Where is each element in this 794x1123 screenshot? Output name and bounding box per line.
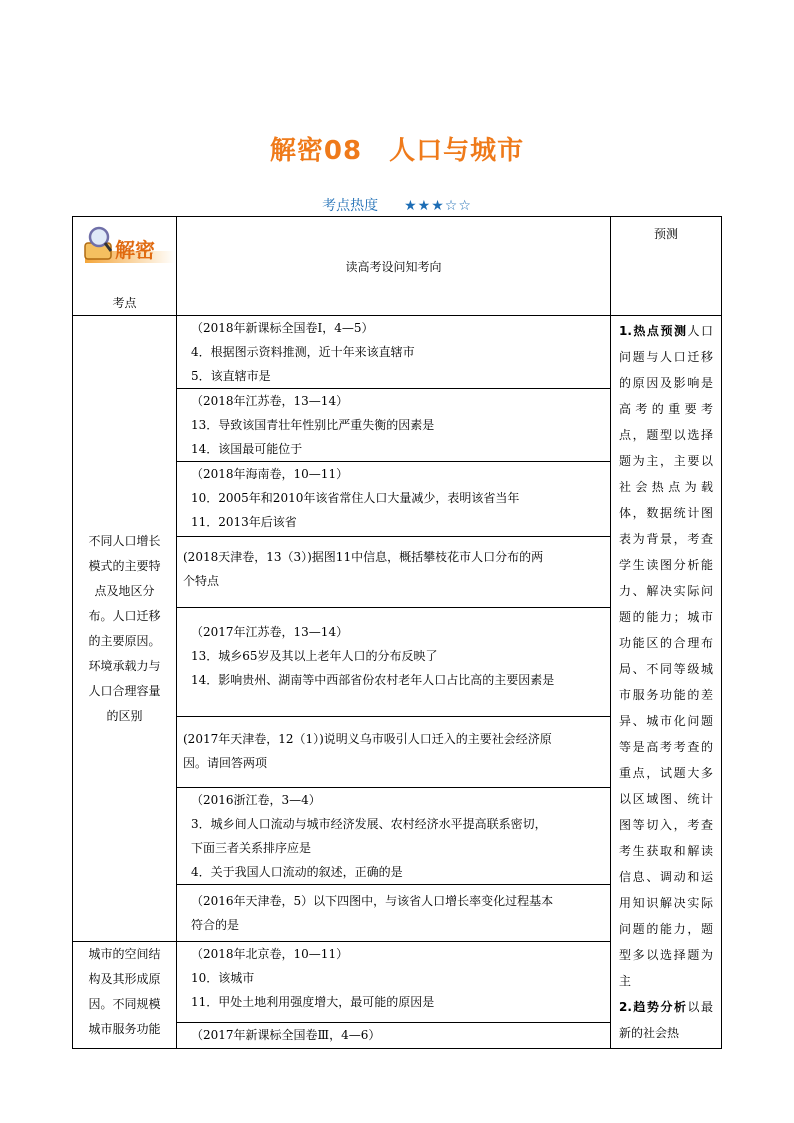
question-line: (2018天津卷，13（3）)据图11中信息，概括攀枝花市人口分布的两 xyxy=(183,550,544,564)
question-line: 11．甲处土地利用强度增大，最可能的原因是 xyxy=(191,995,435,1009)
header-prediction-label: 预测 xyxy=(611,217,722,316)
question-group xyxy=(177,942,611,1023)
question-line: 11．2013年后该省 xyxy=(191,515,297,529)
question-group xyxy=(177,316,611,389)
heat-label: 考点热度 xyxy=(322,198,379,214)
question-line: 5．该直辖市是 xyxy=(191,369,271,383)
question-line: 符合的是 xyxy=(191,918,240,932)
heat-rating xyxy=(0,195,794,215)
prediction-heading-2: 2.趋势分析 xyxy=(619,1000,688,1014)
prediction-text-1: 人口问题与人口迁移的原因及影响是高考的重要考点，题型以选择题为主，主要以社会热点为载体，数据统计图表为背景，考查学生读图分析能力、解决实际问题的能力；城市功能区的合理布局、不同等级城市服务功能的差异、城市化问题等是高考考查的重点，试题大多以区域图、统计图等切入，考查考生获取和解读信息、调动和运用知识解决实际问题的能力，题型多以选择题为主 xyxy=(619,324,713,988)
question-group xyxy=(177,1023,611,1049)
question-line: 10．2005年和2010年该省常住人口大量减少，表明该省当年 xyxy=(191,491,520,505)
svg-text:解密: 解密 xyxy=(115,238,155,262)
header-topic-cell xyxy=(73,217,177,316)
question-group xyxy=(177,885,611,942)
question-group xyxy=(177,788,611,885)
question-line: 因。请回答两项 xyxy=(183,756,268,770)
topic-cell: 不同人口增长模式的主要特点及地区分布。人口迁移的主要原因。环境承载力与人口合理容量的区别 xyxy=(73,316,177,942)
question-line: (2017年天津卷，12（1）)说明义乌市吸引人口迁入的主要社会经济原 xyxy=(183,732,552,746)
exam-table xyxy=(72,216,722,1049)
question-line: （2018年新课标全国卷Ⅰ，4—5） xyxy=(191,321,374,335)
question-line: 4．关于我国人口流动的叙述，正确的是 xyxy=(191,865,403,879)
question-line: 个特点 xyxy=(183,574,220,588)
prediction-heading-1: 1.热点预测 xyxy=(619,324,688,338)
header-topic-label: 考点 xyxy=(112,296,137,310)
prediction-text-2: 以最新的社会热 xyxy=(619,1000,713,1040)
question-line: （2016年天津卷，5）以下四图中，与该省人口增长率变化过程基本 xyxy=(191,894,554,908)
question-line: （2016浙江卷，3—4） xyxy=(191,793,321,807)
question-line: 下面三者关系排序应是 xyxy=(191,841,312,855)
prediction-cell xyxy=(611,316,722,1049)
question-line: 14．影响贵州、湖南等中西部省份农村老年人口占比高的主要因素是 xyxy=(191,673,555,687)
page-title: 解密08 人口与城市 xyxy=(269,136,525,166)
magnifier-logo xyxy=(79,223,177,267)
question-line: 13．导致该国青壮年性别比严重失衡的因素是 xyxy=(191,418,435,432)
question-group xyxy=(177,389,611,462)
question-line: 14．该国最可能位于 xyxy=(191,442,303,456)
question-line: （2018年北京卷，10—11） xyxy=(191,947,349,961)
question-line: （2018年海南卷，10—11） xyxy=(191,467,349,481)
heat-stars: ★★★☆☆ xyxy=(404,198,472,214)
question-group xyxy=(177,537,611,608)
question-line: 3．城乡间人口流动与城市经济发展、农村经济水平提高联系密切， xyxy=(191,817,547,831)
question-group xyxy=(177,717,611,788)
question-line: 13．城乡65岁及其以上老年人口的分布反映了 xyxy=(191,649,438,663)
header-question-label: 读高考设问知考向 xyxy=(177,217,611,316)
question-group xyxy=(177,462,611,537)
question-line: （2017年新课标全国卷Ⅲ，4—6） xyxy=(191,1028,381,1043)
question-line: （2018年江苏卷，13—14） xyxy=(191,394,349,408)
question-line: 10．该城市 xyxy=(191,971,255,985)
topic-cell: 城市的空间结构及其形成原因。不同规模城市服务功能 xyxy=(73,942,177,1049)
question-line: （2017年江苏卷，13—14） xyxy=(191,625,349,639)
question-group xyxy=(177,608,611,717)
question-line: 4．根据图示资料推测，近十年来该直辖市 xyxy=(191,345,415,359)
